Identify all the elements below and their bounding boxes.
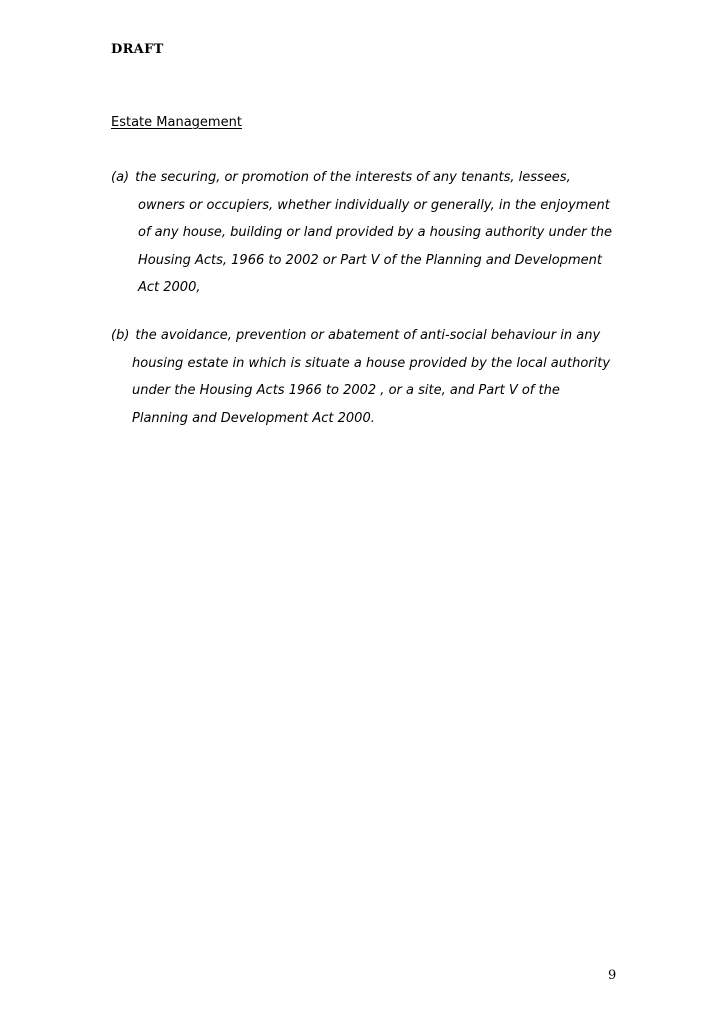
clause-b-marker: (b): [111, 328, 130, 343]
clause-a-first-line: [111, 164, 631, 192]
clause-a-line-4: Housing Acts, 1966 to 2002 or Part V of the Planning and Development: [138, 252, 602, 268]
clause-b-first-line: [111, 322, 631, 350]
clause-a: [111, 164, 631, 302]
draft-header: DRAFT: [111, 42, 164, 57]
clause-b: [111, 322, 631, 432]
page-number: 9: [608, 968, 617, 983]
clause-b-line-2: housing estate in which is situate a house provided by the local authority: [132, 355, 611, 371]
clause-b-line-3: under the Housing Acts 1966 to 2002 , or a site, and Part V of the: [132, 383, 560, 398]
clause-a-line-5: Act 2000,: [138, 280, 201, 295]
clause-a-line-1: the securing, or promotion of the interests of any tenants, lessees,: [135, 170, 571, 185]
clause-a-marker: (a): [111, 170, 130, 185]
section-heading: Estate Management: [111, 115, 242, 130]
clause-b-line-1: the avoidance, prevention or abatement of anti-social behaviour in any: [135, 328, 601, 343]
clause-a-line-3: of any house, building or land provided by a housing authority under the: [138, 225, 613, 240]
clause-a-line-2: owners or occupiers, whether individually or generally, in the enjoyment: [138, 197, 610, 213]
clause-b-line-4: Planning and Development Act 2000.: [132, 410, 375, 426]
